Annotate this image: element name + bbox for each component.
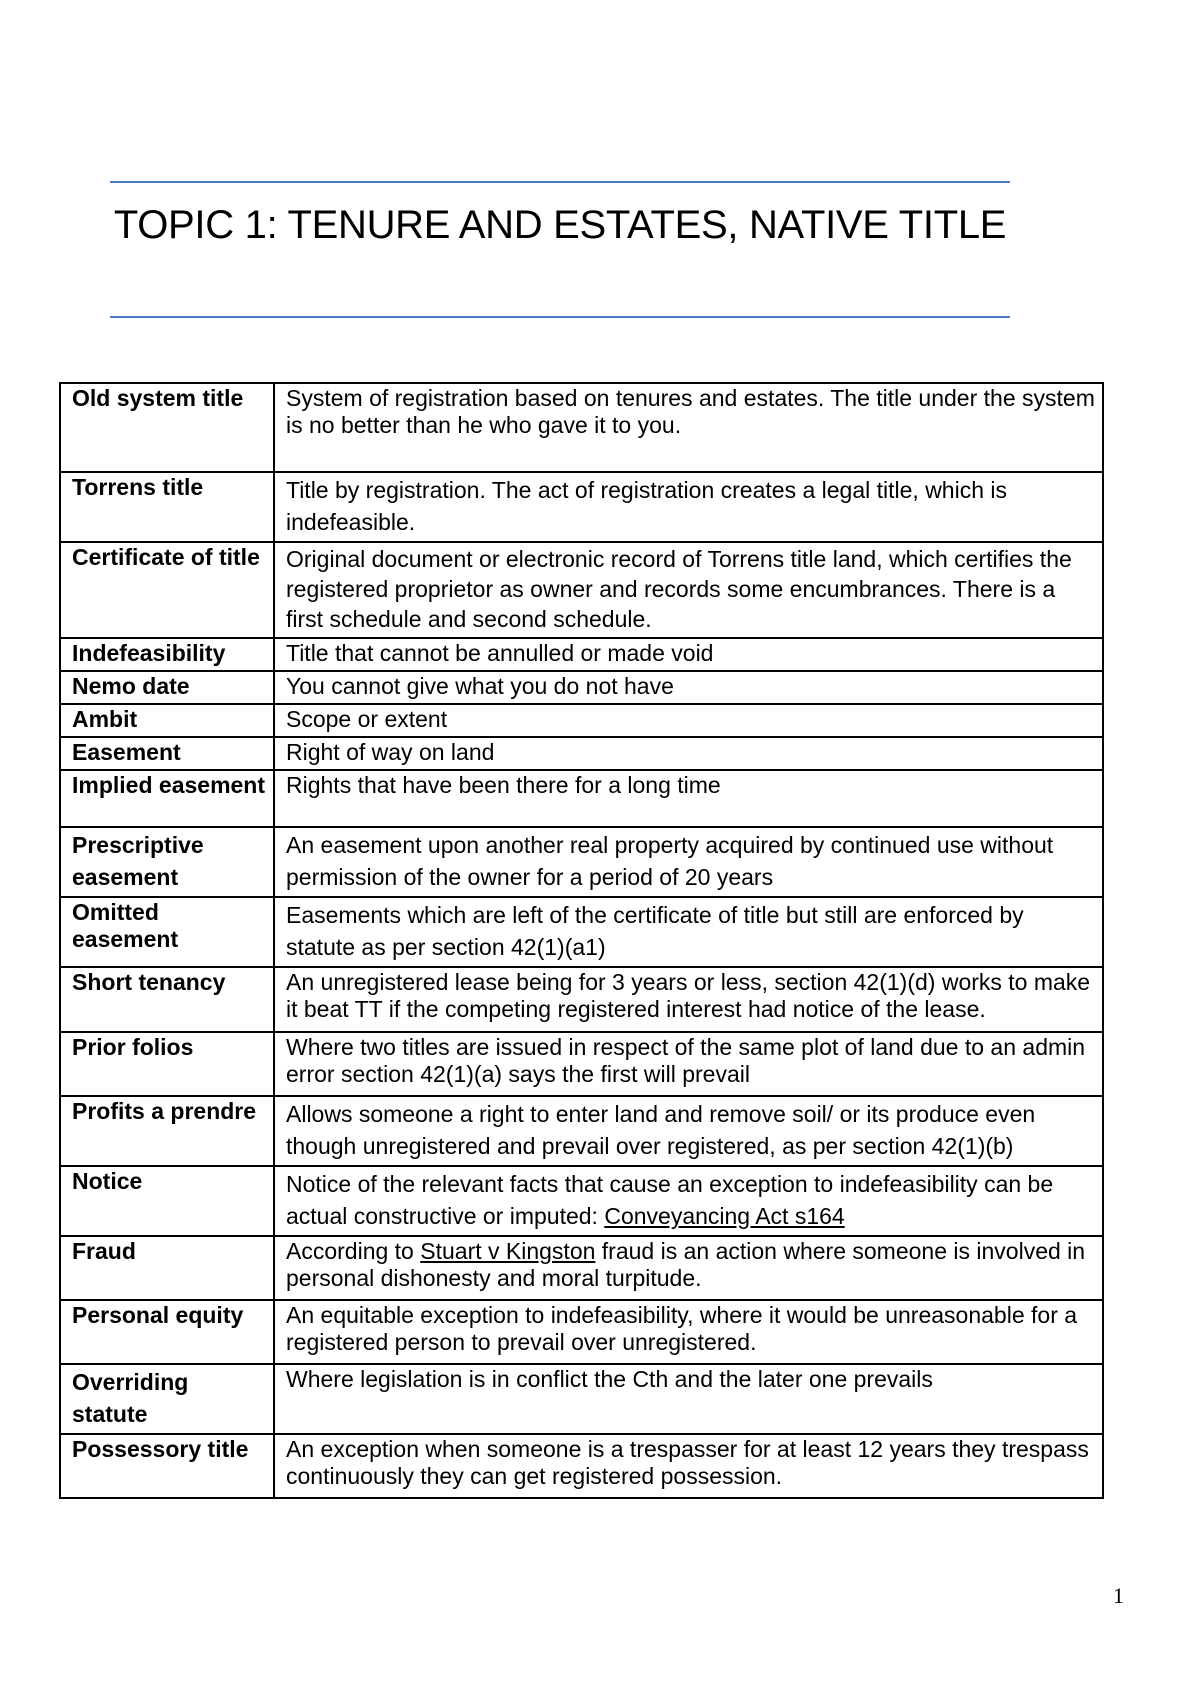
term-cell: Indefeasibility: [60, 638, 274, 671]
definition-cell: [274, 1166, 1103, 1236]
term-cell: Prescriptive easement: [60, 827, 274, 897]
definition-text: fraud is an action where someone is involved in personal dishonesty and moral turpitude.: [286, 1238, 1086, 1291]
definition-text: According to: [286, 1238, 421, 1264]
table-row: [60, 1096, 1103, 1166]
term-cell: Prior folios: [60, 1032, 274, 1096]
term-cell: Easement: [60, 737, 274, 770]
definition-cell: Where legislation is in conflict the Cth and the later one prevails: [274, 1364, 1103, 1434]
glossary-table: [59, 382, 1104, 1499]
definition-text: Notice of the relevant facts that cause an exception to indefeasibility can be actual constructive or imputed:: [286, 1171, 1054, 1229]
definition-cell: An equitable exception to indefeasibility, where it would be unreasonable for a registered person to prevail over unregistered.: [274, 1300, 1103, 1364]
definition-cell: Where two titles are issued in respect of the same plot of land due to an admin error section 42(1)(a) says the first will prevail: [274, 1032, 1103, 1096]
definition-cell: Title by registration. The act of registration creates a legal title, which is indefeasible.: [274, 472, 1103, 542]
definition-cell: Original document or electronic record of Torrens title land, which certifies the registered proprietor as owner and records some encumbrances. There is a first schedule and second schedule.: [274, 542, 1103, 638]
page-number: 1: [1113, 1583, 1124, 1608]
table-row: [60, 638, 1103, 671]
definition-cell: System of registration based on tenures and estates. The title under the system is no better than he who gave it to you.: [274, 383, 1103, 472]
definition-cell: Easements which are left of the certificate of title but still are enforced by statute as per section 42(1)(a1): [274, 897, 1103, 967]
term-cell: Overriding statute: [60, 1364, 274, 1434]
term-cell: Old system title: [60, 383, 274, 472]
term-cell: Possessory title: [60, 1434, 274, 1498]
definition-cell: You cannot give what you do not have: [274, 671, 1103, 704]
table-row: [60, 1300, 1103, 1364]
table-row: [60, 704, 1103, 737]
term-cell: Short tenancy: [60, 967, 274, 1032]
definition-cell: Rights that have been there for a long time: [274, 770, 1103, 827]
term-cell: Implied easement: [60, 770, 274, 827]
table-row: [60, 671, 1103, 704]
definition-cell: Title that cannot be annulled or made void: [274, 638, 1103, 671]
term-cell: Notice: [60, 1166, 274, 1236]
term-cell: Torrens title: [60, 472, 274, 542]
table-row: [60, 1236, 1103, 1300]
table-row: [60, 383, 1103, 472]
table-row: [60, 897, 1103, 967]
legislation-reference: Conveyancing Act s164: [604, 1203, 845, 1229]
definition-cell: [274, 1236, 1103, 1300]
table-row: [60, 827, 1103, 897]
term-cell: Ambit: [60, 704, 274, 737]
table-row: [60, 542, 1103, 638]
definition-cell: An exception when someone is a trespasser for at least 12 years they trespass continuously they can get registered possession.: [274, 1434, 1103, 1498]
page-title: TOPIC 1: TENURE AND ESTATES, NATIVE TITLE: [113, 203, 1007, 247]
table-row: [60, 1166, 1103, 1236]
table-row: [60, 737, 1103, 770]
term-cell: Certificate of title: [60, 542, 274, 638]
term-cell: Nemo date: [60, 671, 274, 704]
title-top-rule: [110, 181, 1010, 183]
term-cell: Personal equity: [60, 1300, 274, 1364]
term-cell: Profits a prendre: [60, 1096, 274, 1166]
table-row: [60, 770, 1103, 827]
definition-cell: Right of way on land: [274, 737, 1103, 770]
case-reference: Stuart v Kingston: [420, 1238, 596, 1264]
term-cell: Fraud: [60, 1236, 274, 1300]
table-row: [60, 1032, 1103, 1096]
term-cell: Omitted easement: [60, 897, 274, 967]
table-row: [60, 1434, 1103, 1498]
table-row: [60, 967, 1103, 1032]
table-row: [60, 472, 1103, 542]
definition-cell: An easement upon another real property acquired by continued use without permission of the owner for a period of 20 years: [274, 827, 1103, 897]
definition-cell: Scope or extent: [274, 704, 1103, 737]
definition-cell: An unregistered lease being for 3 years or less, section 42(1)(d) works to make it beat TT if the competing registered interest had notice of the lease.: [274, 967, 1103, 1032]
table-row: [60, 1364, 1103, 1434]
definition-cell: Allows someone a right to enter land and remove soil/ or its produce even though unregistered and prevail over registered, as per section 42(1)(b): [274, 1096, 1103, 1166]
title-bottom-rule: [110, 316, 1010, 318]
